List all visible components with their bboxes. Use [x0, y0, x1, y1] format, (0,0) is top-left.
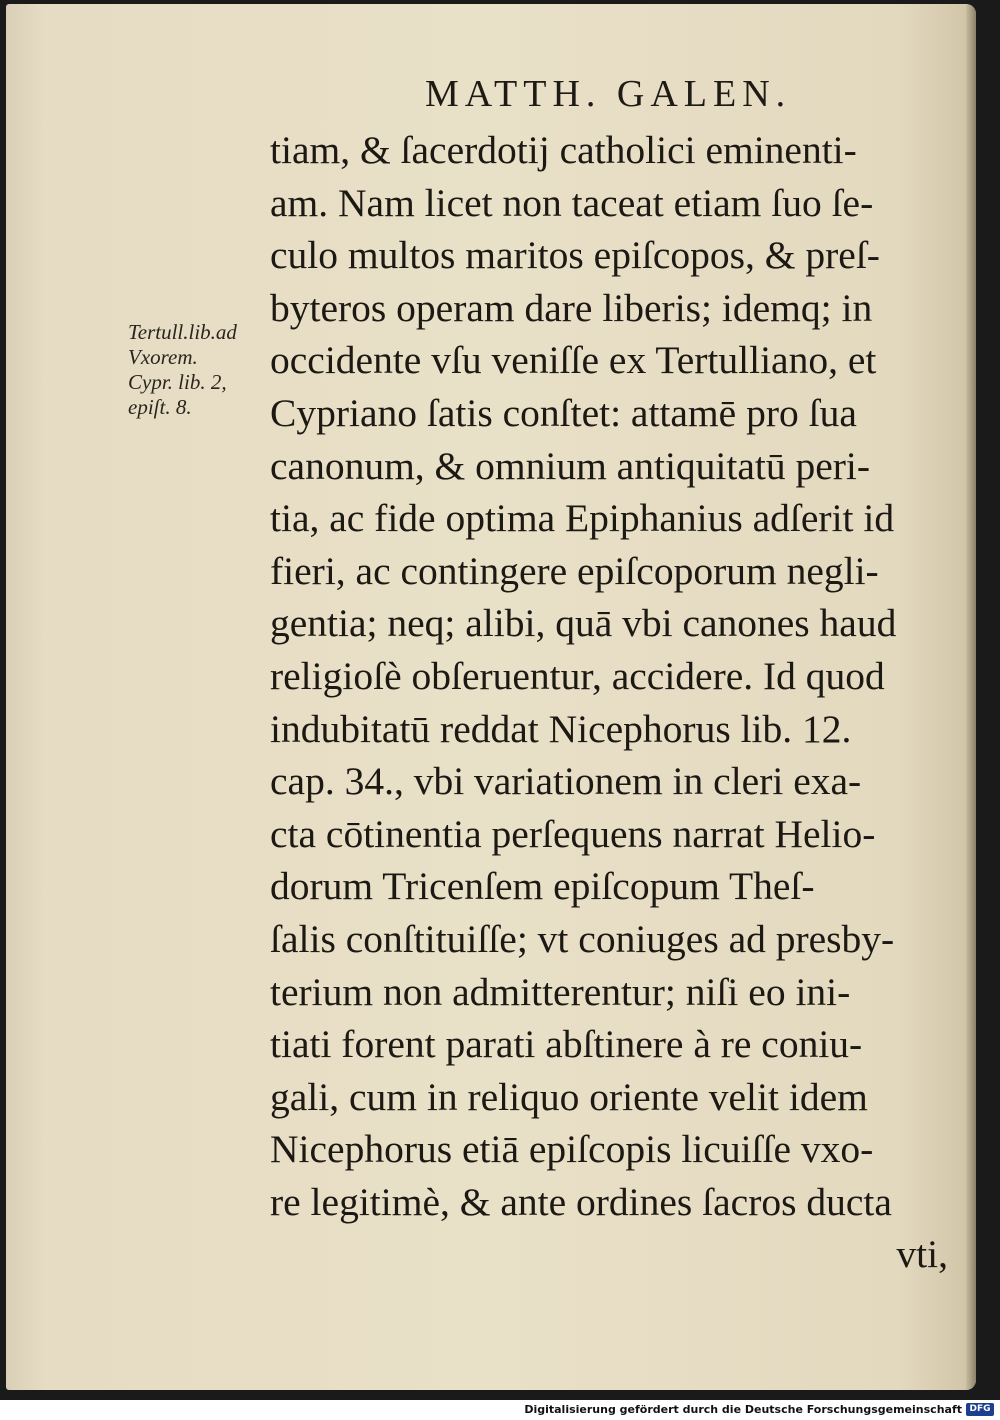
- catchword: vti,: [896, 1232, 948, 1277]
- text-line: gentia; neq; alibi, quā vbi canones haud: [270, 601, 897, 646]
- text-line: re legitimè, & ante ordines ſacros ducta: [270, 1179, 892, 1224]
- footer-bar: [0, 1400, 1000, 1420]
- text-line: terium non admitterentur; niſi eo ini-: [270, 969, 851, 1014]
- text-line: culo multos maritos epiſcopos, & preſ-: [270, 233, 880, 278]
- margin-note: [128, 320, 268, 420]
- text-line: canonum, & omnium antiquitatū peri-: [270, 443, 871, 488]
- text-line: tia, ac fide optima Epiphanius adſerit id: [270, 496, 895, 541]
- text-line: gali, cum in reliquo oriente velit idem: [270, 1074, 868, 1119]
- text-line: Nicephorus etiā epiſcopis licuiſſe vxo-: [270, 1127, 874, 1172]
- margin-note-line: Vxorem.: [128, 345, 198, 369]
- text-line: cta cōtinentia perſequens narrat Helio-: [270, 811, 876, 856]
- text-line: tiati forent parati abſtinere à re coniu-: [270, 1022, 863, 1067]
- page-edge: [966, 4, 976, 1390]
- text-line: dorum Tricenſem epiſcopum Theſ-: [270, 864, 815, 909]
- margin-note-line: epiſt. 8.: [128, 395, 192, 419]
- text-line: am. Nam licet non taceat etiam ſuo ſe-: [270, 180, 874, 225]
- dfg-logo: DFG: [966, 1403, 994, 1416]
- margin-note-line: Cypr. lib. 2,: [128, 370, 227, 394]
- footer-credit: Digitalisierung gefördert durch die Deutsche Forschungsgemeinschaft: [524, 1403, 962, 1416]
- margin-note-line: Tertull.lib.ad: [128, 320, 237, 344]
- body-text: [270, 124, 960, 1281]
- text-line: religioſè obſeruentur, accidere. Id quod: [270, 653, 885, 698]
- text-line: indubitatū reddat Nicephorus lib. 12.: [270, 706, 852, 751]
- running-title: MATTH. GALEN.: [425, 73, 792, 115]
- text-line: cap. 34., vbi variationem in cleri exa-: [270, 759, 862, 804]
- text-line: occidente vſu veniſſe ex Tertulliano, et: [270, 338, 877, 383]
- text-line: ſalis conſtituiſſe; vt coniuges ad presby-: [270, 916, 895, 961]
- text-line: byteros operam dare liberis; idemq; in: [270, 285, 873, 330]
- text-line: fieri, ac contingere epiſcoporum negli-: [270, 548, 879, 593]
- text-line: tiam, & ſacerdotij catholici eminenti-: [270, 128, 857, 172]
- text-line: Cypriano ſatis conſtet: attamē pro ſua: [270, 390, 857, 435]
